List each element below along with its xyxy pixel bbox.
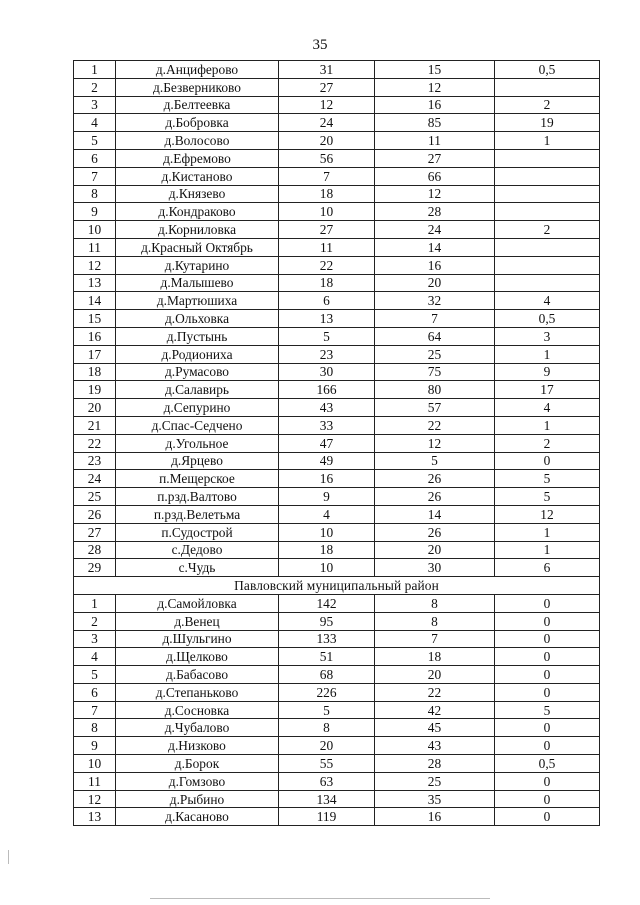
value-col-4: 25 xyxy=(375,345,495,363)
row-number: 11 xyxy=(74,238,116,256)
table-row xyxy=(74,345,600,363)
value-col-4: 22 xyxy=(375,416,495,434)
row-number: 26 xyxy=(74,505,116,523)
row-number: 4 xyxy=(74,648,116,666)
row-number: 8 xyxy=(74,719,116,737)
row-number: 29 xyxy=(74,559,116,577)
value-col-5: 0,5 xyxy=(495,755,600,773)
section-title: Павловский муниципальный район xyxy=(74,577,600,595)
table-row xyxy=(74,167,600,185)
section-row xyxy=(74,577,600,595)
value-col-5 xyxy=(495,238,600,256)
value-col-5: 0 xyxy=(495,737,600,755)
row-number: 9 xyxy=(74,203,116,221)
value-col-4: 16 xyxy=(375,808,495,826)
value-col-4: 43 xyxy=(375,737,495,755)
value-col-5: 2 xyxy=(495,434,600,452)
row-number: 10 xyxy=(74,221,116,239)
value-col-5: 1 xyxy=(495,523,600,541)
value-col-5: 0 xyxy=(495,772,600,790)
value-col-3: 18 xyxy=(279,541,375,559)
settlement-name: д.Волосово xyxy=(116,132,279,150)
value-col-4: 12 xyxy=(375,434,495,452)
value-col-4: 7 xyxy=(375,630,495,648)
value-col-5 xyxy=(495,149,600,167)
settlement-name: д.Кондраково xyxy=(116,203,279,221)
value-col-4: 85 xyxy=(375,114,495,132)
table-row xyxy=(74,612,600,630)
row-number: 1 xyxy=(74,61,116,79)
table-row xyxy=(74,719,600,737)
table-row xyxy=(74,434,600,452)
table-row xyxy=(74,648,600,666)
value-col-4: 35 xyxy=(375,790,495,808)
value-col-3: 23 xyxy=(279,345,375,363)
settlement-name: д.Ефремово xyxy=(116,149,279,167)
value-col-4: 8 xyxy=(375,612,495,630)
settlement-name: д.Сосновка xyxy=(116,701,279,719)
value-col-4: 66 xyxy=(375,167,495,185)
table-row xyxy=(74,666,600,684)
table-section-header xyxy=(74,577,600,595)
table-row xyxy=(74,452,600,470)
row-number: 5 xyxy=(74,666,116,684)
row-number: 25 xyxy=(74,488,116,506)
edge-mark-left xyxy=(8,850,9,864)
value-col-5: 0,5 xyxy=(495,61,600,79)
value-col-3: 142 xyxy=(279,594,375,612)
value-col-3: 16 xyxy=(279,470,375,488)
value-col-4: 12 xyxy=(375,78,495,96)
value-col-4: 27 xyxy=(375,149,495,167)
value-col-3: 47 xyxy=(279,434,375,452)
value-col-5: 0 xyxy=(495,808,600,826)
settlement-name: д.Корниловка xyxy=(116,221,279,239)
value-col-5: 0 xyxy=(495,630,600,648)
table-row xyxy=(74,523,600,541)
row-number: 15 xyxy=(74,310,116,328)
value-col-5 xyxy=(495,203,600,221)
settlement-name: д.Сепурино xyxy=(116,399,279,417)
value-col-5: 3 xyxy=(495,327,600,345)
row-number: 16 xyxy=(74,327,116,345)
table-row xyxy=(74,594,600,612)
value-col-3: 31 xyxy=(279,61,375,79)
page-number: 35 xyxy=(312,37,328,53)
value-col-5: 17 xyxy=(495,381,600,399)
row-number: 6 xyxy=(74,149,116,167)
value-col-3: 43 xyxy=(279,399,375,417)
value-col-4: 12 xyxy=(375,185,495,203)
value-col-4: 26 xyxy=(375,488,495,506)
settlement-name: д.Кистаново xyxy=(116,167,279,185)
value-col-5: 1 xyxy=(495,345,600,363)
row-number: 3 xyxy=(74,630,116,648)
value-col-5 xyxy=(495,167,600,185)
table-row xyxy=(74,274,600,292)
value-col-3: 27 xyxy=(279,221,375,239)
value-col-5: 0 xyxy=(495,612,600,630)
value-col-5: 1 xyxy=(495,416,600,434)
row-number: 11 xyxy=(74,772,116,790)
value-col-3: 27 xyxy=(279,78,375,96)
row-number: 13 xyxy=(74,274,116,292)
table-row xyxy=(74,203,600,221)
value-col-5: 0 xyxy=(495,683,600,701)
value-col-3: 8 xyxy=(279,719,375,737)
row-number: 6 xyxy=(74,683,116,701)
table-row xyxy=(74,96,600,114)
row-number: 21 xyxy=(74,416,116,434)
value-col-5: 5 xyxy=(495,701,600,719)
value-col-4: 7 xyxy=(375,310,495,328)
table-row xyxy=(74,755,600,773)
row-number: 8 xyxy=(74,185,116,203)
value-col-3: 13 xyxy=(279,310,375,328)
row-number: 2 xyxy=(74,78,116,96)
table-row xyxy=(74,256,600,274)
row-number: 20 xyxy=(74,399,116,417)
table-row xyxy=(74,737,600,755)
value-col-5: 4 xyxy=(495,399,600,417)
value-col-3: 5 xyxy=(279,327,375,345)
settlement-name: д.Бобровка xyxy=(116,114,279,132)
settlement-name: д.Князево xyxy=(116,185,279,203)
value-col-5: 0 xyxy=(495,666,600,684)
value-col-5: 5 xyxy=(495,470,600,488)
settlement-name: д.Спас-Седчено xyxy=(116,416,279,434)
value-col-3: 33 xyxy=(279,416,375,434)
table-row xyxy=(74,541,600,559)
value-col-4: 22 xyxy=(375,683,495,701)
value-col-5: 4 xyxy=(495,292,600,310)
settlement-name: д.Салавирь xyxy=(116,381,279,399)
row-number: 17 xyxy=(74,345,116,363)
value-col-3: 20 xyxy=(279,737,375,755)
settlement-name: д.Кутарино xyxy=(116,256,279,274)
table-row xyxy=(74,790,600,808)
value-col-4: 57 xyxy=(375,399,495,417)
settlement-name: д.Степаньково xyxy=(116,683,279,701)
value-col-4: 16 xyxy=(375,96,495,114)
row-number: 3 xyxy=(74,96,116,114)
value-col-5: 19 xyxy=(495,114,600,132)
value-col-5 xyxy=(495,78,600,96)
table-row xyxy=(74,772,600,790)
settlement-name: д.Чубалово xyxy=(116,719,279,737)
table-row xyxy=(74,363,600,381)
settlement-name: д.Касаново xyxy=(116,808,279,826)
row-number: 12 xyxy=(74,256,116,274)
settlement-name: д.Щелково xyxy=(116,648,279,666)
value-col-5: 0 xyxy=(495,790,600,808)
row-number: 2 xyxy=(74,612,116,630)
settlement-name: д.Бабасово xyxy=(116,666,279,684)
value-col-3: 30 xyxy=(279,363,375,381)
value-col-3: 18 xyxy=(279,274,375,292)
settlement-name: д.Самойловка xyxy=(116,594,279,612)
value-col-4: 25 xyxy=(375,772,495,790)
row-number: 13 xyxy=(74,808,116,826)
row-number: 28 xyxy=(74,541,116,559)
row-number: 19 xyxy=(74,381,116,399)
value-col-3: 134 xyxy=(279,790,375,808)
settlement-name: д.Борок xyxy=(116,755,279,773)
value-col-5 xyxy=(495,185,600,203)
value-col-3: 95 xyxy=(279,612,375,630)
table-row xyxy=(74,416,600,434)
settlement-name: д.Гомзово xyxy=(116,772,279,790)
settlement-name: п.Мещерское xyxy=(116,470,279,488)
table-row xyxy=(74,470,600,488)
row-number: 18 xyxy=(74,363,116,381)
table-row xyxy=(74,149,600,167)
row-number: 27 xyxy=(74,523,116,541)
value-col-3: 226 xyxy=(279,683,375,701)
row-number: 22 xyxy=(74,434,116,452)
value-col-3: 18 xyxy=(279,185,375,203)
settlement-name: д.Безверниково xyxy=(116,78,279,96)
value-col-3: 12 xyxy=(279,96,375,114)
value-col-3: 119 xyxy=(279,808,375,826)
settlement-name: с.Дедово xyxy=(116,541,279,559)
value-col-3: 20 xyxy=(279,132,375,150)
settlement-name: д.Малышево xyxy=(116,274,279,292)
settlement-name: д.Рыбино xyxy=(116,790,279,808)
row-number: 12 xyxy=(74,790,116,808)
row-number: 23 xyxy=(74,452,116,470)
table-row xyxy=(74,114,600,132)
table-row xyxy=(74,808,600,826)
table-row xyxy=(74,381,600,399)
row-number: 24 xyxy=(74,470,116,488)
table-row xyxy=(74,185,600,203)
settlement-name: п.рзд.Валтово xyxy=(116,488,279,506)
settlement-name: с.Чудь xyxy=(116,559,279,577)
value-col-3: 56 xyxy=(279,149,375,167)
value-col-3: 68 xyxy=(279,666,375,684)
settlement-name: д.Пустынь xyxy=(116,327,279,345)
table-row xyxy=(74,292,600,310)
value-col-3: 49 xyxy=(279,452,375,470)
table-row xyxy=(74,399,600,417)
value-col-4: 15 xyxy=(375,61,495,79)
table-row xyxy=(74,310,600,328)
value-col-5: 0 xyxy=(495,648,600,666)
row-number: 7 xyxy=(74,167,116,185)
value-col-5: 1 xyxy=(495,132,600,150)
value-col-3: 5 xyxy=(279,701,375,719)
value-col-4: 20 xyxy=(375,541,495,559)
value-col-4: 5 xyxy=(375,452,495,470)
table-row xyxy=(74,61,600,79)
value-col-3: 24 xyxy=(279,114,375,132)
settlement-name: д.Угольное xyxy=(116,434,279,452)
settlement-name: д.Белтеевка xyxy=(116,96,279,114)
table-group-1 xyxy=(74,61,600,577)
table-row xyxy=(74,630,600,648)
value-col-3: 9 xyxy=(279,488,375,506)
value-col-4: 11 xyxy=(375,132,495,150)
value-col-4: 8 xyxy=(375,594,495,612)
table-row xyxy=(74,221,600,239)
value-col-5: 6 xyxy=(495,559,600,577)
table-row xyxy=(74,701,600,719)
row-number: 10 xyxy=(74,755,116,773)
settlements-table xyxy=(73,60,600,826)
value-col-4: 14 xyxy=(375,238,495,256)
value-col-5: 0 xyxy=(495,719,600,737)
table-row xyxy=(74,238,600,256)
value-col-4: 24 xyxy=(375,221,495,239)
settlement-name: д.Низково xyxy=(116,737,279,755)
table-row xyxy=(74,132,600,150)
value-col-4: 26 xyxy=(375,470,495,488)
value-col-3: 11 xyxy=(279,238,375,256)
value-col-5: 5 xyxy=(495,488,600,506)
value-col-3: 6 xyxy=(279,292,375,310)
settlement-name: д.Шульгино xyxy=(116,630,279,648)
value-col-4: 20 xyxy=(375,666,495,684)
value-col-5 xyxy=(495,256,600,274)
row-number: 9 xyxy=(74,737,116,755)
value-col-4: 18 xyxy=(375,648,495,666)
value-col-4: 26 xyxy=(375,523,495,541)
value-col-3: 55 xyxy=(279,755,375,773)
value-col-5: 0,5 xyxy=(495,310,600,328)
table-row xyxy=(74,327,600,345)
settlement-name: д.Ольховка xyxy=(116,310,279,328)
row-number: 4 xyxy=(74,114,116,132)
value-col-4: 42 xyxy=(375,701,495,719)
settlement-name: п.рзд.Велетьма xyxy=(116,505,279,523)
row-number: 1 xyxy=(74,594,116,612)
value-col-3: 10 xyxy=(279,203,375,221)
value-col-5: 2 xyxy=(495,96,600,114)
table-row xyxy=(74,505,600,523)
settlement-name: д.Родиониха xyxy=(116,345,279,363)
value-col-3: 51 xyxy=(279,648,375,666)
value-col-4: 75 xyxy=(375,363,495,381)
row-number: 5 xyxy=(74,132,116,150)
value-col-5: 0 xyxy=(495,452,600,470)
settlement-name: п.Судострой xyxy=(116,523,279,541)
table-row xyxy=(74,559,600,577)
table-row xyxy=(74,78,600,96)
value-col-4: 16 xyxy=(375,256,495,274)
value-col-4: 32 xyxy=(375,292,495,310)
value-col-5: 1 xyxy=(495,541,600,559)
value-col-4: 80 xyxy=(375,381,495,399)
value-col-3: 63 xyxy=(279,772,375,790)
value-col-4: 14 xyxy=(375,505,495,523)
row-number: 14 xyxy=(74,292,116,310)
value-col-4: 28 xyxy=(375,203,495,221)
settlement-name: д.Анциферово xyxy=(116,61,279,79)
edge-mark-bottom xyxy=(150,898,490,899)
table-group-2 xyxy=(74,594,600,825)
settlement-name: д.Красный Октябрь xyxy=(116,238,279,256)
settlement-name: д.Мартюшиха xyxy=(116,292,279,310)
settlement-name: д.Венец xyxy=(116,612,279,630)
value-col-5 xyxy=(495,274,600,292)
value-col-5: 2 xyxy=(495,221,600,239)
table-row xyxy=(74,488,600,506)
value-col-5: 9 xyxy=(495,363,600,381)
value-col-4: 45 xyxy=(375,719,495,737)
value-col-4: 64 xyxy=(375,327,495,345)
table-row xyxy=(74,683,600,701)
value-col-3: 166 xyxy=(279,381,375,399)
value-col-3: 10 xyxy=(279,523,375,541)
value-col-3: 4 xyxy=(279,505,375,523)
value-col-4: 28 xyxy=(375,755,495,773)
value-col-3: 10 xyxy=(279,559,375,577)
value-col-3: 133 xyxy=(279,630,375,648)
value-col-5: 0 xyxy=(495,594,600,612)
value-col-3: 7 xyxy=(279,167,375,185)
value-col-3: 22 xyxy=(279,256,375,274)
value-col-5: 12 xyxy=(495,505,600,523)
settlement-name: д.Ярцево xyxy=(116,452,279,470)
value-col-4: 30 xyxy=(375,559,495,577)
row-number: 7 xyxy=(74,701,116,719)
value-col-4: 20 xyxy=(375,274,495,292)
settlement-name: д.Румасово xyxy=(116,363,279,381)
